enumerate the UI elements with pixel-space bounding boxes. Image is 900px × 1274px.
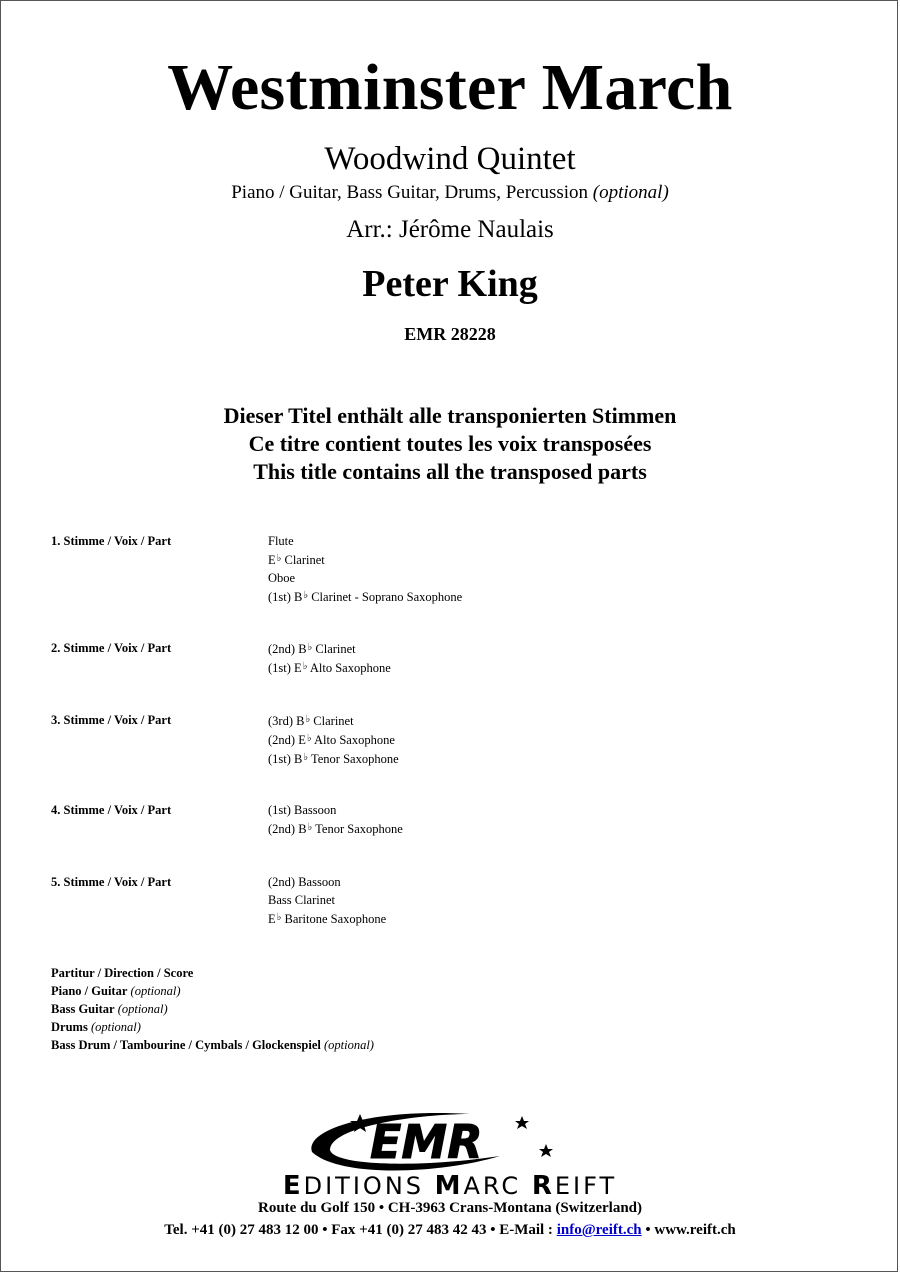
part-instrument bbox=[268, 550, 462, 569]
part-label: 4. Stimme / Voix / Part bbox=[51, 803, 172, 817]
extra-part-note: (optional) bbox=[117, 1002, 168, 1016]
part-label: 3. Stimme / Voix / Part bbox=[51, 713, 172, 727]
flat-sign-icon: ♭ bbox=[306, 733, 312, 744]
part-instrument bbox=[268, 819, 403, 838]
part-instrument bbox=[268, 658, 391, 677]
contact-phone-fax: Tel. +41 (0) 27 483 12 00 • Fax +41 (0) 27 483 42 43 • E-Mail : bbox=[164, 1222, 557, 1238]
part-instrument bbox=[268, 749, 399, 768]
extra-parts-list bbox=[51, 964, 374, 1054]
extra-part bbox=[51, 1018, 374, 1036]
publisher-name-rest: ARC bbox=[463, 1172, 532, 1200]
instrument-name-suffix: Baritone Saxophone bbox=[281, 912, 387, 926]
part-label: 5. Stimme / Voix / Part bbox=[51, 875, 172, 889]
instrument-name: (2nd) B bbox=[268, 642, 307, 656]
publisher-name-rest: DITIONS bbox=[303, 1172, 435, 1200]
publisher-name-capital: M bbox=[434, 1171, 464, 1201]
instrument-name: E bbox=[268, 553, 276, 567]
part-instrument bbox=[268, 909, 386, 928]
emr-logo bbox=[300, 1100, 570, 1180]
instrument-name: (1st) Bassoon bbox=[268, 803, 337, 817]
extra-part-note: (optional) bbox=[323, 1038, 374, 1052]
instrument-name: Oboe bbox=[268, 571, 296, 585]
part-instrument-list bbox=[268, 873, 386, 928]
star-icon bbox=[539, 1144, 553, 1157]
flat-sign-icon: ♭ bbox=[303, 590, 309, 601]
flat-sign-icon: ♭ bbox=[303, 752, 309, 763]
notice-french: Ce titre contient toutes les voix transposées bbox=[248, 431, 652, 456]
instrument-name: (2nd) B bbox=[268, 822, 307, 836]
flat-sign-icon: ♭ bbox=[276, 553, 282, 564]
extra-part-name: Bass Drum / Tambourine / Cymbals / Glockenspiel bbox=[51, 1038, 321, 1052]
part-instrument-list bbox=[268, 532, 462, 606]
part-instrument bbox=[268, 639, 391, 658]
part-instrument bbox=[268, 801, 403, 819]
part-instrument bbox=[268, 891, 386, 909]
instrument-name: Flute bbox=[268, 534, 294, 548]
extra-part-note: (optional) bbox=[130, 984, 181, 998]
part-instrument-list bbox=[268, 801, 403, 838]
flat-sign-icon: ♭ bbox=[305, 714, 311, 725]
instrumentation-line bbox=[0, 182, 900, 204]
notice-english: This title contains all the transposed parts bbox=[253, 459, 647, 484]
flat-sign-icon: ♭ bbox=[302, 661, 308, 672]
instrument-name: (1st) B bbox=[268, 752, 303, 766]
part-label: 2. Stimme / Voix / Part bbox=[51, 641, 172, 655]
extra-part-name: Drums bbox=[51, 1020, 88, 1034]
extra-part bbox=[51, 982, 374, 1000]
publisher-name-capital: E bbox=[282, 1171, 304, 1201]
part-instrument bbox=[268, 730, 399, 749]
publisher-contact bbox=[0, 1220, 900, 1240]
instrument-name-suffix: Alto Saxophone bbox=[311, 733, 395, 747]
instrument-name-suffix: Clarinet - Soprano Saxophone bbox=[308, 590, 463, 604]
part-instrument bbox=[268, 587, 462, 606]
instrument-name: (3rd) B bbox=[268, 714, 305, 728]
publisher-name bbox=[0, 1172, 900, 1200]
publisher-address: Route du Golf 150 • CH-3963 Crans-Montana (Switzerland) bbox=[258, 1200, 642, 1216]
ensemble-subtitle: Woodwind Quintet bbox=[324, 141, 576, 177]
logo-text: EMR bbox=[370, 1115, 483, 1169]
extra-part-name: Bass Guitar bbox=[51, 1002, 115, 1016]
instrument-name: (1st) B bbox=[268, 590, 303, 604]
extra-part bbox=[51, 1036, 374, 1054]
part-instrument bbox=[268, 873, 386, 891]
instrument-name-suffix: Tenor Saxophone bbox=[308, 752, 399, 766]
publisher-name-rest: EIFT bbox=[554, 1172, 618, 1200]
contact-website: • www.reift.ch bbox=[641, 1222, 736, 1238]
instrument-name: (2nd) Bassoon bbox=[268, 875, 341, 889]
instrumentation-text: Piano / Guitar, Bass Guitar, Drums, Percussion bbox=[231, 182, 589, 203]
arranger-credit: Arr.: Jérôme Naulais bbox=[346, 216, 554, 243]
instrument-name: (2nd) E bbox=[268, 733, 306, 747]
extra-part bbox=[51, 964, 374, 982]
extra-part-name: Partitur / Direction / Score bbox=[51, 966, 194, 980]
part-instrument-list bbox=[268, 711, 399, 768]
instrument-name: (1st) E bbox=[268, 661, 302, 675]
instrument-name-suffix: Clarinet bbox=[312, 642, 356, 656]
instrument-name-suffix: Clarinet bbox=[310, 714, 354, 728]
part-instrument bbox=[268, 711, 399, 730]
instrument-name-suffix: Tenor Saxophone bbox=[312, 822, 403, 836]
part-instrument bbox=[268, 532, 462, 550]
extra-part-name: Piano / Guitar bbox=[51, 984, 128, 998]
notice-german: Dieser Titel enthält alle transponierten Stimmen bbox=[223, 403, 677, 428]
flat-sign-icon: ♭ bbox=[307, 642, 313, 653]
score-title: Westminster March bbox=[167, 51, 733, 124]
extra-part bbox=[51, 1000, 374, 1018]
part-instrument bbox=[268, 569, 462, 587]
flat-sign-icon: ♭ bbox=[276, 912, 282, 923]
part-label: 1. Stimme / Voix / Part bbox=[51, 534, 172, 548]
catalog-number: EMR 28228 bbox=[404, 324, 496, 344]
star-icon bbox=[515, 1116, 529, 1129]
instrument-name: E bbox=[268, 912, 276, 926]
instrument-name-suffix: Clarinet bbox=[281, 553, 325, 567]
flat-sign-icon: ♭ bbox=[307, 822, 313, 833]
extra-part-note: (optional) bbox=[90, 1020, 141, 1034]
instrumentation-optional: (optional) bbox=[592, 182, 669, 203]
email-link[interactable]: info@reift.ch bbox=[556, 1222, 642, 1238]
publisher-name-capital: R bbox=[531, 1171, 555, 1201]
composer-name: Peter King bbox=[362, 263, 538, 305]
instrument-name-suffix: Alto Saxophone bbox=[307, 661, 391, 675]
instrument-name: Bass Clarinet bbox=[268, 893, 336, 907]
part-instrument-list bbox=[268, 639, 391, 677]
